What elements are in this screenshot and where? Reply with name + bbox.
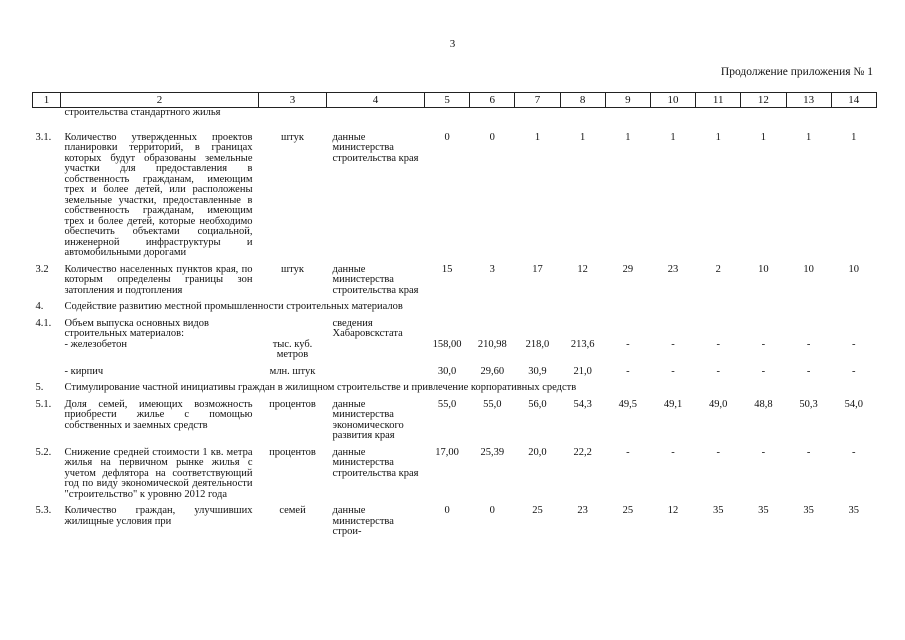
value-cell: 17,00	[435, 446, 459, 458]
continuation-title: Продолжение приложения № 1	[720, 66, 873, 78]
value-cell: 0	[489, 131, 495, 143]
row-description: Объем выпуска основных видов строительных материалов:	[64, 317, 209, 339]
value-cell: 10	[848, 263, 860, 275]
value-cell: 3	[489, 263, 495, 275]
value-cell: 50,3	[799, 398, 818, 410]
table-row	[33, 319, 877, 340]
value-cell: 35	[848, 505, 860, 516]
row-description: Количество утвержденных проектов планировки территорий, в границах которых будут образованы земельные участки для предоставления в собственность гражданам, имеющим трех и более детей, или расположены земельные участки, предоставленные в собственность гражданам, имеющим трех и более детей, которые необходимо обеспечить объектами социальной, инженерной инфраструктуры и автомобильными дорогами	[64, 131, 253, 258]
row-unit: млн. штук	[269, 365, 316, 377]
value-cell: 1	[760, 131, 767, 143]
row-source: данные министерства строи-	[332, 505, 394, 537]
value-cell: 23	[577, 505, 588, 516]
value-cell: -	[852, 446, 856, 458]
value-cell: -	[761, 446, 766, 458]
value-cell: -	[761, 338, 766, 350]
value-cell: 30,0	[437, 365, 457, 377]
header-col-8: 8	[560, 93, 605, 108]
row-description: Доля семей, имеющих возможность приобрести жилье с помощью собственных и заемных средств	[64, 398, 253, 431]
value-cell: -	[626, 338, 630, 350]
row-unit: штук	[281, 131, 304, 143]
row-source: данные министерства строительства края	[332, 263, 419, 296]
row-description: Снижение средней стоимости 1 кв. метра жилья на первичном рынке жилья с учетом дефлятора на соответствующий год по виду экономической деятельности "строительство" к уровню 2012 года	[64, 446, 253, 500]
header-col-14: 14	[831, 93, 876, 108]
section-title: Стимулирование частной инициативы граждан в жилищном строительстве и привлечение корпоративных средств	[64, 382, 577, 393]
value-cell: -	[806, 365, 811, 377]
value-cell: 25,39	[480, 446, 505, 458]
table-row	[33, 367, 877, 378]
header-col-12: 12	[741, 93, 786, 108]
value-cell: 25	[532, 505, 543, 516]
header-col-6: 6	[470, 93, 515, 108]
header-col-1: 1	[33, 93, 61, 108]
row-source: данные министерства строительства края	[332, 131, 419, 164]
value-cell: 0	[444, 505, 450, 516]
value-cell: 15	[441, 263, 453, 275]
value-cell: 35	[712, 505, 724, 516]
value-cell: -	[852, 338, 856, 350]
value-cell: 25	[622, 505, 634, 516]
value-cell: 218,0	[525, 338, 550, 350]
row-source: данные министерства строительства края	[332, 446, 419, 479]
value-cell: 49,5	[618, 398, 638, 410]
value-cell: -	[626, 365, 630, 377]
header-col-7: 7	[515, 93, 560, 108]
table-row	[33, 400, 877, 442]
value-cell: 30,9	[528, 365, 547, 377]
row-unit: штук	[281, 263, 304, 275]
section-number: 4.	[35, 301, 44, 312]
section-heading-row	[33, 383, 877, 394]
value-cell: -	[852, 365, 856, 377]
header-col-2: 2	[61, 93, 259, 108]
value-cell: -	[671, 365, 675, 377]
header-col-10: 10	[650, 93, 695, 108]
row-description: Количество граждан, улучшивших жилищные условия при	[64, 505, 253, 527]
value-cell: 158,00	[432, 338, 462, 350]
value-cell: 54,3	[573, 398, 592, 410]
value-cell: 1	[580, 131, 586, 143]
section-title: Содействие развитию местной промышленности строительных материалов	[64, 301, 403, 312]
header-col-3: 3	[259, 93, 327, 108]
value-cell: 23	[667, 263, 679, 275]
header-col-5: 5	[425, 93, 470, 108]
value-cell: 49,0	[709, 398, 728, 410]
value-cell: 22,2	[573, 446, 592, 458]
row-number: 5.2.	[35, 446, 52, 458]
value-cell: 210,98	[477, 338, 507, 350]
row-description: Количество населенных пунктов края, по которым определены границы зон затопления и подтопления	[64, 263, 253, 296]
value-cell: 10	[758, 263, 769, 275]
value-cell: 1	[670, 131, 676, 143]
value-cell: -	[671, 338, 675, 350]
value-cell: 12	[667, 505, 679, 516]
value-cell: 1	[715, 131, 721, 143]
value-cell: 49,1	[663, 398, 683, 410]
row-source: данные министерства экономического развития края	[332, 398, 404, 441]
value-cell: -	[806, 446, 811, 458]
value-cell: 1	[851, 131, 857, 143]
value-cell: 55,0	[437, 398, 457, 410]
value-cell: 17	[532, 263, 543, 275]
table-row	[33, 265, 877, 297]
header-col-9: 9	[605, 93, 650, 108]
header-col-11: 11	[696, 93, 741, 108]
carry-over-text: строительства стандартного жилья	[64, 107, 221, 118]
table-row	[33, 448, 877, 501]
header-col-4: 4	[327, 93, 425, 108]
value-cell: 0	[444, 131, 450, 143]
value-cell: 29,60	[480, 365, 505, 377]
value-cell: 35	[803, 505, 814, 516]
value-cell: 2	[715, 263, 721, 275]
value-cell: 29	[622, 263, 634, 275]
value-cell: 12	[577, 263, 588, 275]
row-unit: семей	[279, 505, 306, 516]
row-unit: процентов	[269, 398, 316, 410]
section-heading-row	[33, 302, 877, 313]
table-row	[33, 506, 877, 538]
row-number: 4.1.	[35, 317, 52, 329]
value-cell: -	[626, 446, 630, 458]
value-cell: 48,8	[754, 398, 773, 410]
value-cell: 1	[534, 131, 541, 143]
value-cell: 21,0	[573, 365, 592, 377]
value-cell: -	[716, 338, 720, 350]
value-cell: 56,0	[528, 398, 547, 410]
row-number: 5.3.	[35, 505, 52, 516]
row-unit: процентов	[269, 446, 316, 458]
value-cell: -	[671, 446, 675, 458]
row-number: 3.1.	[35, 131, 52, 143]
row-description: - кирпич	[64, 365, 104, 377]
row-unit: тыс. куб. метров	[272, 338, 313, 360]
value-cell: 1	[805, 131, 812, 143]
section-number: 5.	[35, 382, 44, 393]
value-cell: -	[716, 446, 720, 458]
table-header-row	[33, 93, 877, 108]
row-description: - железобетон	[64, 338, 127, 350]
value-cell: 1	[625, 131, 631, 143]
header-col-13: 13	[786, 93, 831, 108]
row-number: 5.1.	[35, 398, 52, 410]
table-row	[33, 133, 877, 259]
value-cell: -	[716, 365, 720, 377]
table-row	[33, 108, 877, 119]
page-number: 3	[449, 38, 456, 50]
indicators-table	[32, 92, 877, 538]
value-cell: -	[761, 365, 766, 377]
value-cell: 0	[489, 505, 495, 516]
row-source: сведения Хабаровскстата	[332, 317, 403, 339]
row-number: 3.2	[35, 263, 49, 275]
value-cell: 20,0	[528, 446, 547, 458]
value-cell: 54,0	[844, 398, 863, 410]
value-cell: 55,0	[483, 398, 502, 410]
value-cell: 213,6	[570, 338, 595, 350]
table-row	[33, 340, 877, 361]
value-cell: -	[806, 338, 811, 350]
value-cell: 10	[803, 263, 814, 275]
value-cell: 35	[758, 505, 769, 516]
